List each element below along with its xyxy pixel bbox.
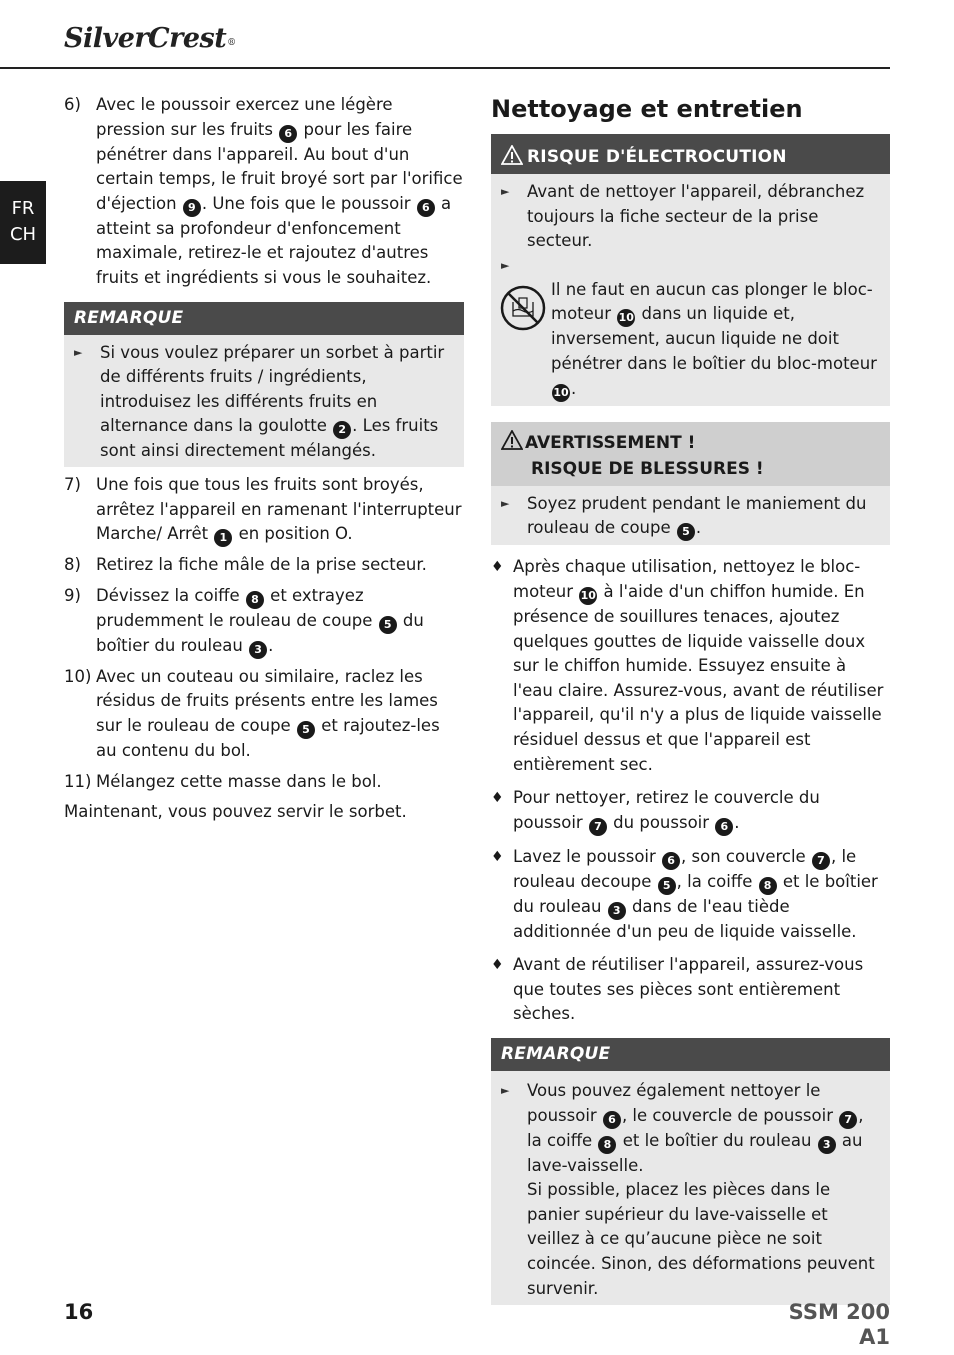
step-11: 11) Mélangez cette masse dans le bol.	[64, 771, 382, 791]
step-9: 9) Dévissez la coiffe 8 et extrayez prudemment le rouleau de coupe 5 du boîtier du rouleau 3 .	[64, 584, 464, 659]
cleaning-item-4: ♦ Avant de réutiliser l'appareil, assurez-vous que toutes ses pièces sont entièrement sèches.	[491, 955, 864, 1024]
right-column	[491, 94, 890, 1305]
closing-text: Maintenant, vous pouvez servir le sorbet.	[64, 802, 407, 822]
section-heading: Nettoyage et entretien	[491, 95, 803, 123]
note-box-left: REMARQUE ► Si vous voulez préparer un sorbet à partir de différents fruits / ingrédients, introduisez les différents fruits en alternance dans la goulotte 2 . Les fruits sont ainsi directement mélangés.	[64, 302, 464, 467]
note-title: REMARQUE	[64, 302, 464, 335]
warning-triangle-icon	[501, 137, 523, 183]
warning-box: AVERTISSEMENT ! RISQUE DE BLESSURES ! ► Soyez prudent pendant le maniement du rouleau de coupe 5 .	[491, 422, 890, 546]
step-7: 7) Une fois que tous les fruits sont broyés, arrêtez l'appareil en ramenant l'interrupteur Marche/ Arrêt 1 en position O.	[64, 473, 464, 547]
warning-triangle-icon	[501, 430, 523, 458]
left-column	[64, 93, 464, 825]
no-immersion-icon	[499, 284, 547, 340]
note-box-right: REMARQUE ► Vous pouvez également nettoyer le poussoir 6 , le couvercle de poussoir 7 , la coiffe 8 et le boîtier du rouleau 3 au lave-vaisselle. Si possible, placez les pièces dans le panier supérieur du lave-vaisselle et veillez à ce qu’aucune pièce ne soit coincée. Sinon, des déformations peuvent survenir.	[491, 1038, 890, 1305]
step-10: 10) Avec un couteau ou similaire, raclez les résidus de fruits présents entre les lames sur le rouleau de coupe 5 et rajoutez-les au contenu du bol.	[64, 666, 440, 760]
model-number: SSM 200 A1	[788, 1300, 890, 1349]
risk-box: RISQUE D'ÉLECTROCUTION ► Avant de nettoyer l'appareil, débranchez toujours la fiche secteur de la prise secteur. ► Il ne faut en aucun cas plonger le bloc-moteur 10 dans un liquide et, inversement, aucun liquide ne doit pénétrer dans le boîtier du bloc-moteur 10 .	[491, 134, 890, 406]
warning-title: AVERTISSEMENT ! RISQUE DE BLESSURES !	[491, 422, 890, 486]
step-8: 8) Retirez la fiche mâle de la prise secteur.	[64, 555, 427, 575]
risk-title: RISQUE D'ÉLECTROCUTION	[491, 134, 890, 174]
step-6: 6) Avec le poussoir exercez une légère pression sur les fruits 6 pour les faire pénétrer dans l'appareil. Au bout d'un certain temps, le fruit broyé sort par l'orifice d'éjection 9 . Une fois que le poussoir 6 a atteint sa profondeur d'enfoncement maximale, retirez-le et rajoutez d'autres fruits et ingrédients si vous le souhaitez.	[64, 95, 463, 287]
cleaning-item-1: ♦ Après chaque utilisation, nettoyez le bloc-moteur 10 à l'aide d'un chiffon humide. En présence de souillures tenaces, ajoutez quelques gouttes de liquide vaisselle doux sur le chiffon humide. Essuyez ensuite à l'eau claire. Assurez-vous, avant de réutiliser l'appareil, qu'il n'y a plus de liquide vaisselle résiduel dessus et que l'appareil est entièrement sec.	[491, 557, 884, 774]
note-title: REMARQUE	[491, 1038, 890, 1071]
header-rule	[0, 67, 890, 69]
language-tab: FR CH	[0, 181, 46, 264]
page-number: 16	[64, 1300, 94, 1324]
cleaning-item-3: ♦ Lavez le poussoir 6 , son couvercle 7 , le rouleau decoupe 5 , la coiffe 8 et le boîtier du rouleau 3 dans de l'eau tiède additionnée d'un peu de liquide vaisselle.	[491, 846, 878, 941]
cleaning-item-2: ♦ Pour nettoyer, retirez le couvercle du poussoir 7 du poussoir 6 .	[491, 786, 890, 836]
brand-logo: SilverCrest®	[64, 23, 236, 54]
